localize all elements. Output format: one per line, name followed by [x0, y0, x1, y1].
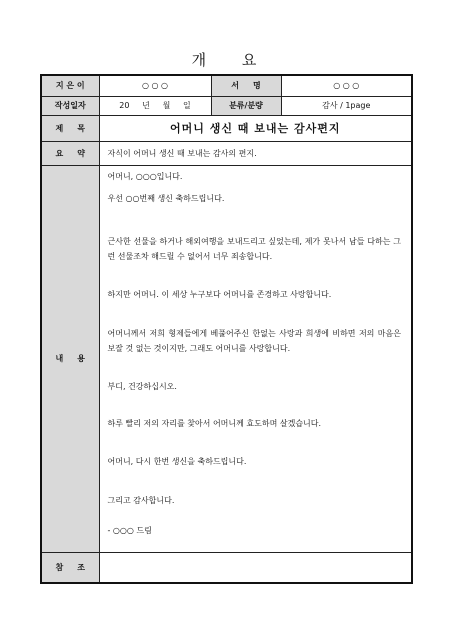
content-paragraph: 어머니, ○○○입니다.	[107, 171, 183, 181]
category-label: 분류/분량	[211, 96, 281, 115]
page-title: 개 요	[191, 51, 259, 69]
content-paragraph: 어머니께서 저희 형제들에게 베풀어주신 한없는 사랑과 희생에 비하면 저의 마음은 보잘 것 없는 것이지만, 그래도 어머니를 사랑합니다.	[107, 328, 401, 353]
content-body[interactable]	[99, 165, 412, 552]
date-label: 작성일자	[41, 96, 99, 115]
content-paragraph: 부디, 건강하십시오.	[107, 381, 177, 391]
signoff: - ○○○ 드림	[107, 525, 152, 535]
document-form-table	[40, 74, 413, 584]
author-label: 지 은 이	[41, 75, 99, 96]
summary-value[interactable]: 자식이 어머니 생신 때 보내는 감사의 편지.	[99, 141, 412, 165]
content-row	[41, 165, 412, 552]
content-paragraph: 그리고 감사합니다.	[107, 495, 175, 505]
content-paragraph: 우선 ○○번째 생신 축하드립니다.	[107, 193, 225, 203]
category-value[interactable]: 감사 / 1page	[281, 96, 412, 115]
reference-value[interactable]	[99, 552, 412, 583]
reference-row	[41, 552, 412, 583]
date-value[interactable]: 20 년 월 일	[99, 96, 211, 115]
content-label: 내 용	[41, 165, 99, 552]
content-paragraph: 하루 빨리 저의 자리를 찾아서 어머니께 효도하며 살겠습니다.	[107, 418, 322, 428]
reference-label: 참 조	[41, 552, 99, 583]
content-paragraph: 하지만 어머니. 이 세상 누구보다 어머니를 존경하고 사랑합니다.	[107, 289, 332, 299]
signature-label: 서 명	[211, 75, 281, 96]
content-paragraph: 어머니, 다시 한번 생신을 축하드립니다.	[107, 456, 247, 466]
title-label: 제 목	[41, 115, 99, 141]
summary-label: 요 약	[41, 141, 99, 165]
title-row	[41, 115, 412, 141]
summary-row	[41, 141, 412, 165]
title-value[interactable]: 어머니 생신 때 보내는 감사편지	[99, 115, 412, 141]
date-row	[41, 96, 412, 115]
author-row	[41, 75, 412, 96]
content-paragraph: 근사한 선물을 하거나 해외여행을 보내드리고 싶었는데, 제가 못나서 남들 다하는 그런 선물조차 해드릴 수 없어서 너무 죄송합니다.	[107, 236, 401, 261]
signature-value[interactable]: ○ ○ ○	[281, 75, 412, 96]
author-value[interactable]: ○ ○ ○	[99, 75, 211, 96]
